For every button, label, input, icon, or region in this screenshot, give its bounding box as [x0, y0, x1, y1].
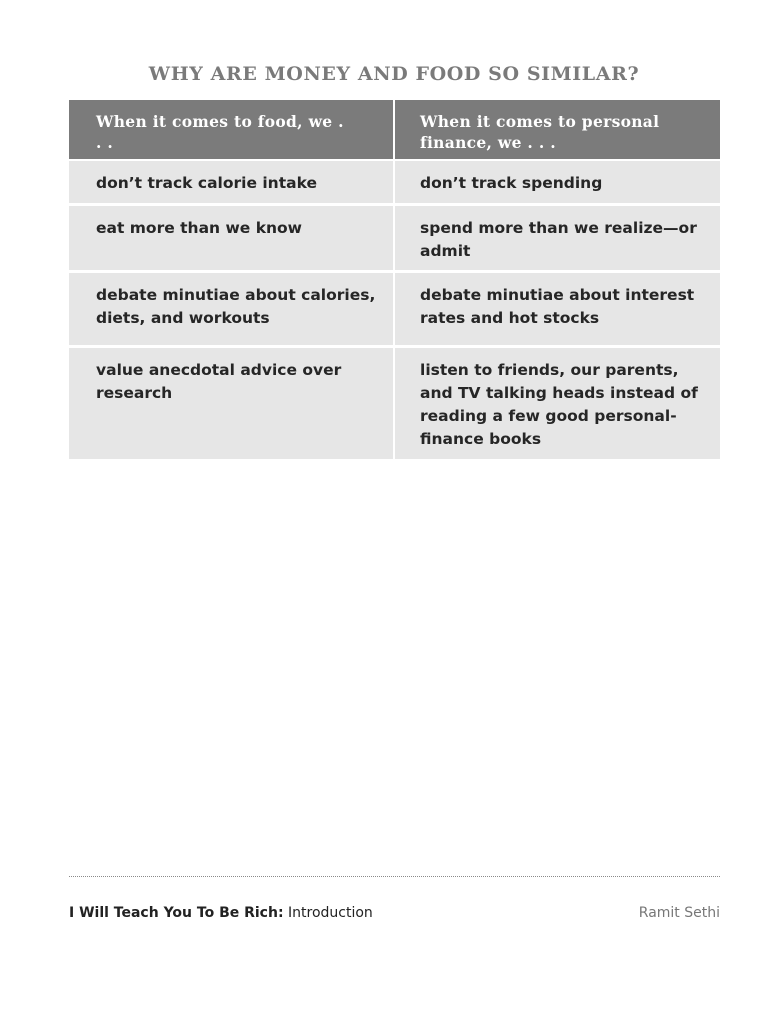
food-cell: value anecdotal advice over research [69, 348, 393, 459]
finance-cell: debate minutiae about interest rates and hot stocks [395, 273, 720, 345]
comparison-table [69, 100, 720, 462]
finance-cell: spend more than we realize—or admit [395, 206, 720, 270]
page-title: WHY ARE MONEY AND FOOD SO SIMILAR? [148, 63, 640, 85]
table-row [69, 348, 720, 459]
column-header-finance: When it comes to personal finance, we . . . [395, 100, 720, 159]
table-row [69, 206, 720, 270]
page-footer [69, 905, 720, 921]
food-cell: debate minutiae about calories, diets, and workouts [69, 273, 393, 345]
table-row [69, 273, 720, 345]
footer-divider [69, 876, 720, 877]
table-row [69, 161, 720, 203]
footer-author: Ramit Sethi [638, 905, 720, 921]
footer-book-title: I Will Teach You To Be Rich: [69, 905, 284, 921]
table-header-row [69, 100, 720, 159]
food-cell: don’t track calorie intake [69, 161, 393, 203]
column-header-food: When it comes to food, we . . . [69, 100, 393, 159]
footer-section: Introduction [288, 905, 373, 921]
finance-cell: don’t track spending [395, 161, 720, 203]
finance-cell: listen to friends, our parents, and TV talking heads instead of reading a few good personal-finance books [395, 348, 720, 459]
food-cell: eat more than we know [69, 206, 393, 270]
